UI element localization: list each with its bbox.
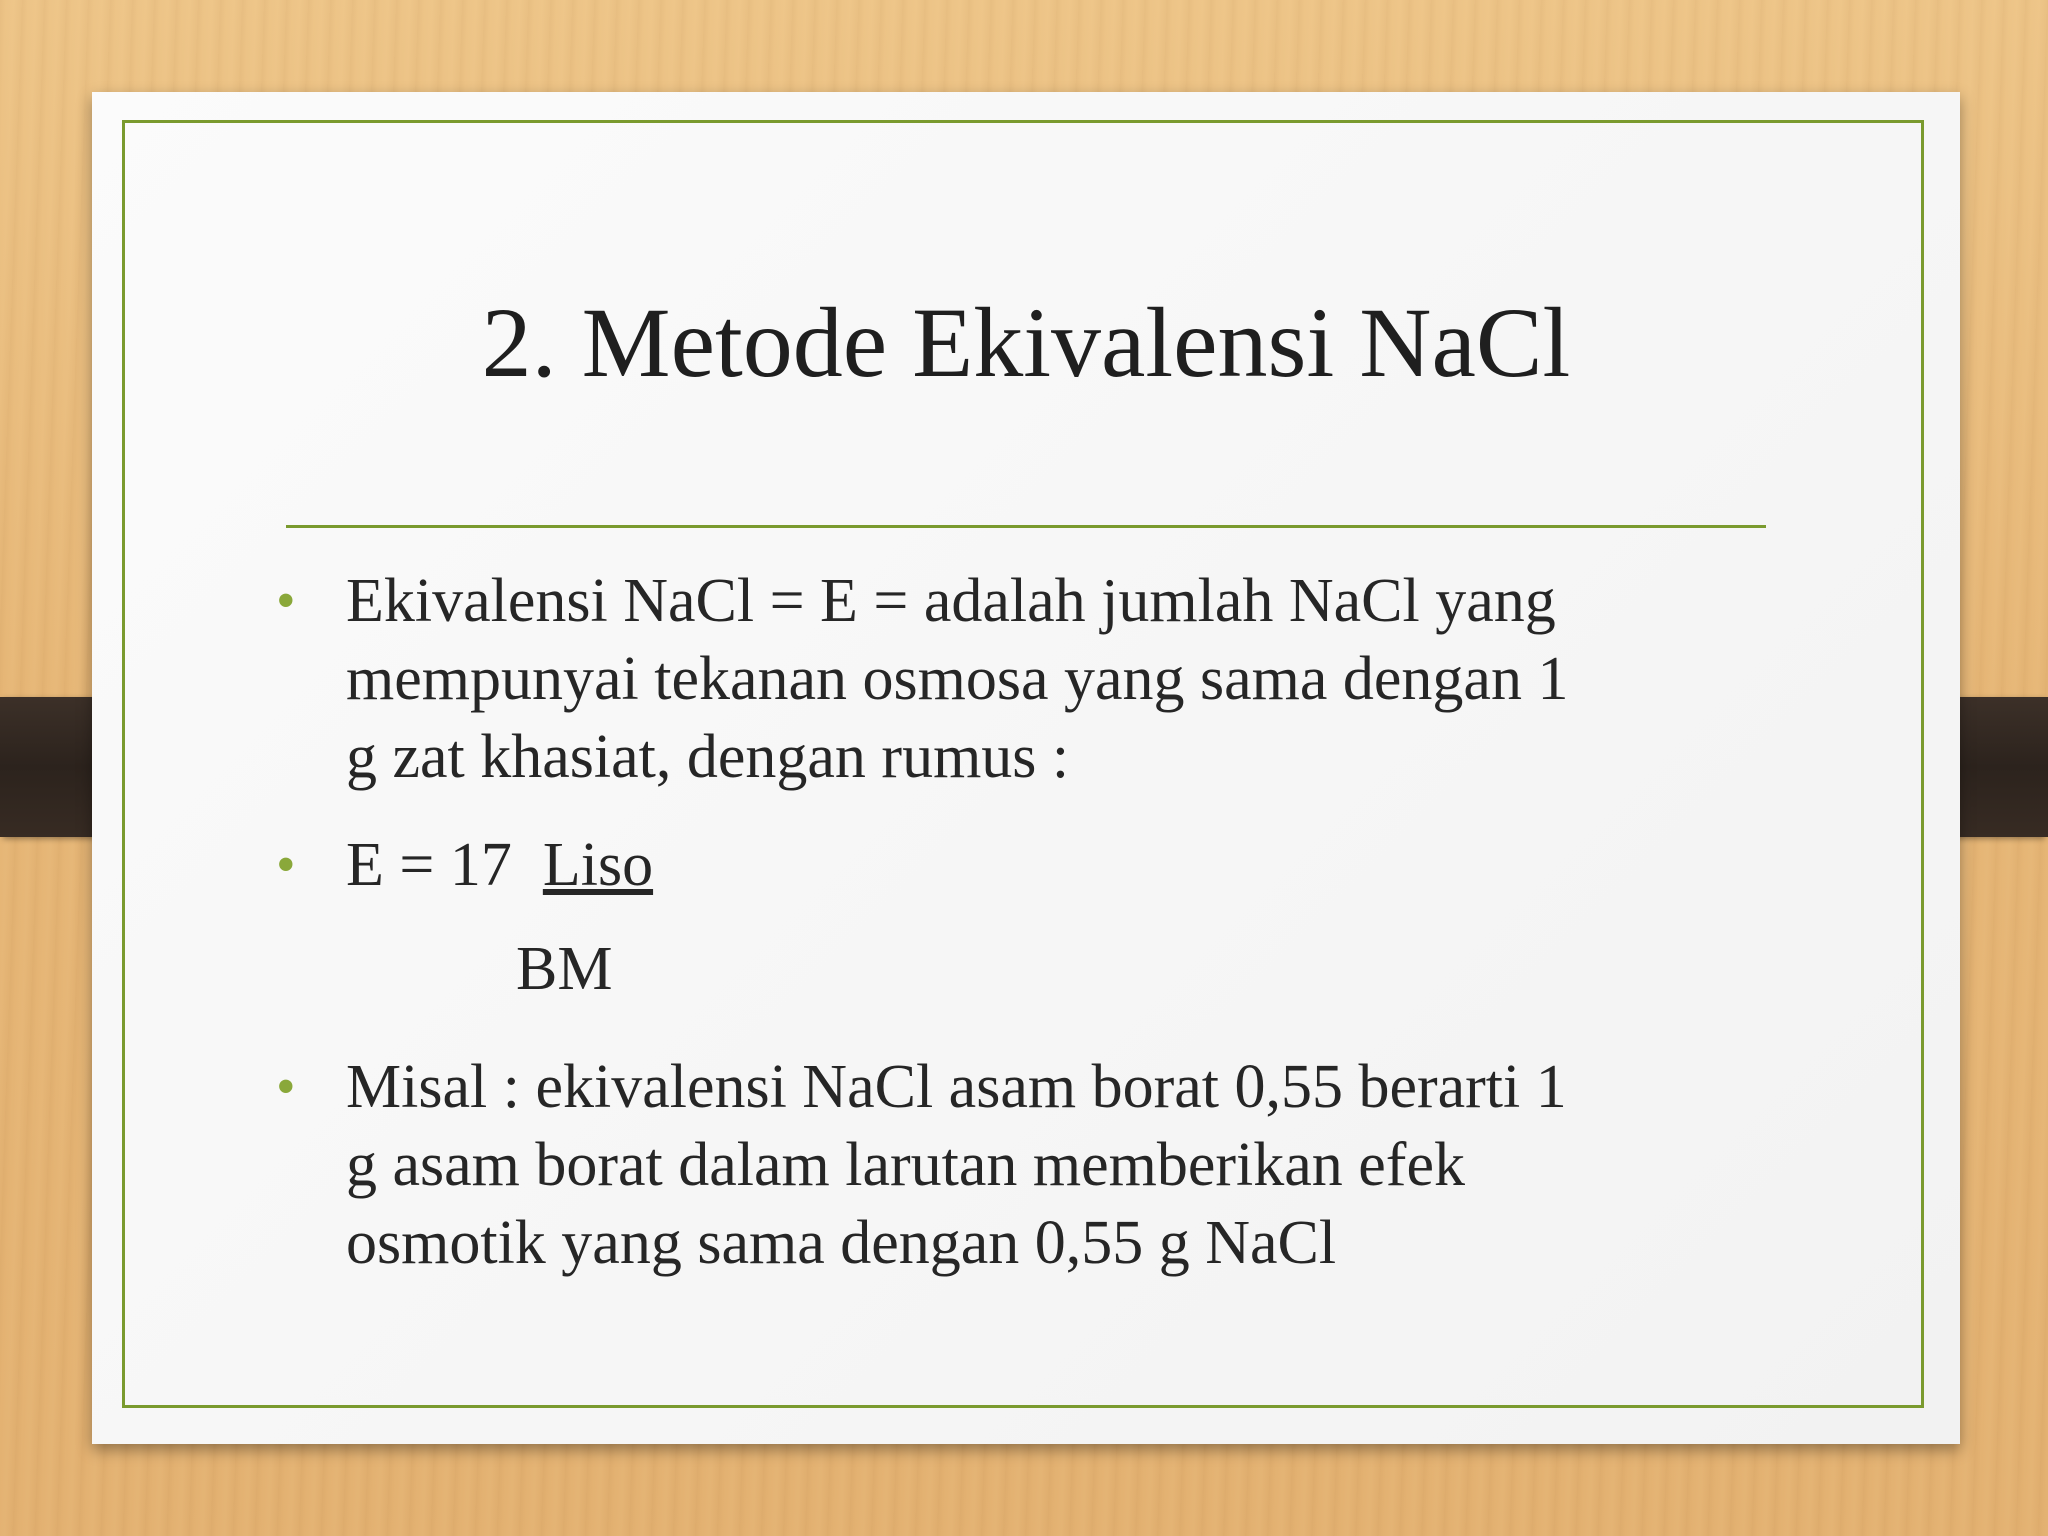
slide-paper: [92, 92, 1960, 1444]
formula-prefix: E = 17: [346, 831, 543, 899]
text-line: g zat khasiat, dengan rumus :: [346, 723, 1070, 791]
bullet-item-definition: [276, 562, 1886, 796]
text-line: mempunyai tekanan osmosa yang sama dengan 1: [346, 645, 1569, 713]
slide-content: [276, 562, 1886, 1296]
bullet-item-example: [276, 1048, 1886, 1282]
slide-title: 2. Metode Ekivalensi NaCl: [481, 287, 1571, 398]
title-divider: [286, 525, 1766, 528]
text-line: osmotik yang sama dengan 0,55 g NaCl: [346, 1209, 1337, 1277]
text-line: Misal : ekivalensi NaCl asam borat 0,55 berarti 1: [346, 1053, 1567, 1121]
formula-numerator: Liso: [542, 831, 654, 899]
formula-denominator: BM: [516, 935, 613, 1003]
text-line: Ekivalensi NaCl = E = adalah jumlah NaCl yang: [346, 567, 1556, 635]
bullet-item-formula: [276, 826, 1886, 904]
bullet-icon: •: [276, 570, 296, 632]
bullet-icon: •: [276, 834, 296, 896]
bullet-icon: •: [276, 1056, 296, 1118]
text-line: g asam borat dalam larutan memberikan efek: [346, 1131, 1465, 1199]
